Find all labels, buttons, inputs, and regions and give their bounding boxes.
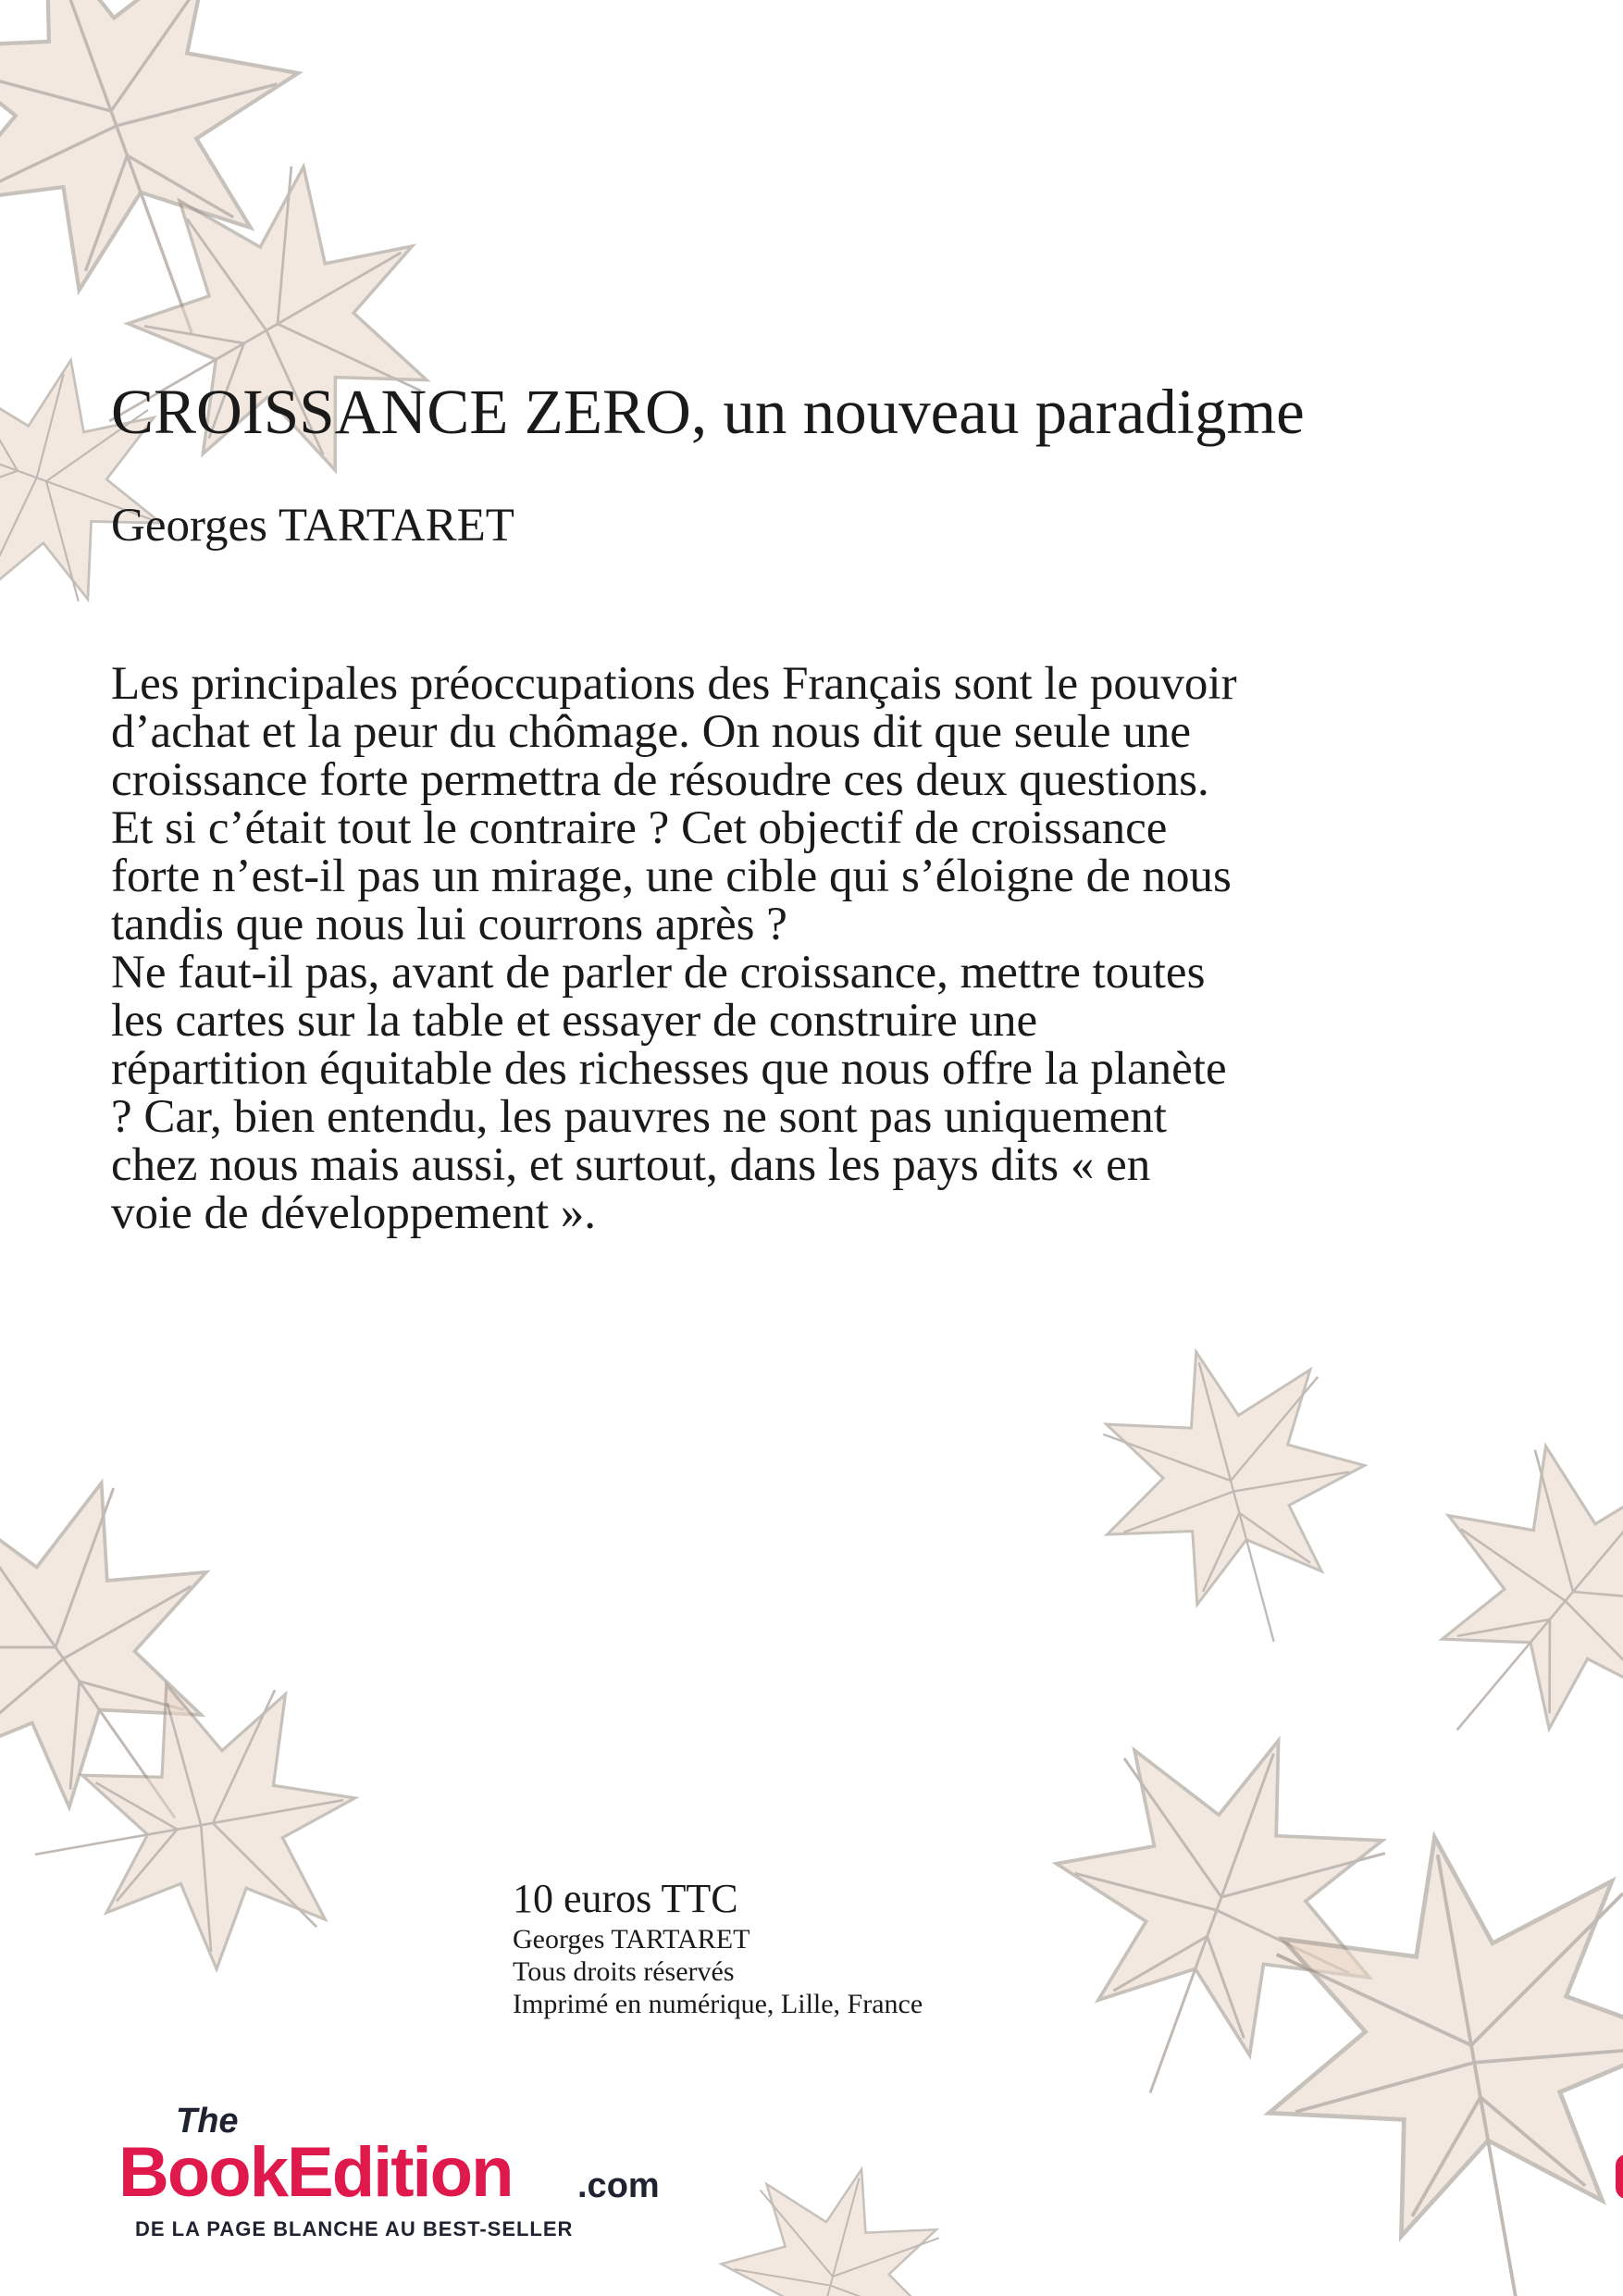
logo-tagline: DE LA PAGE BLANCHE AU BEST-SELLER <box>135 2217 574 2240</box>
blurb-paragraph: Les principales préoccupations des Français sont le pouvoir d’achat et la peur du chômage. On nous dit que seule une croissance forte permettra de résoudre ces deux questions. Et si c’était tout le contraire ? Cet objectif de croissance forte n’est-il pas un mirage, une cible qui s’éloigne de nous tandis que nous lui courrons après ? <box>111 658 1237 950</box>
maple-leaf-icon <box>0 315 203 639</box>
maple-leaf-icon <box>1346 1388 1623 1822</box>
corner-mark <box>1616 2154 1623 2199</box>
logo-brand: BookEdition <box>118 2133 513 2212</box>
printing-info: Imprimé en numérique, Lille, France <box>513 1989 923 2019</box>
maple-leaf-icon <box>1068 1318 1403 1676</box>
price: 10 euros TTC <box>513 1876 738 1921</box>
logo-dotcom: .com <box>577 2166 660 2205</box>
blurb-paragraph: Ne faut-il pas, avant de parler de croissance, mettre toutes les cartes sur la table et essayer de construire une répartition équitable des richesses que nous offre la planète ? Car, bien entendu, les pauvres ne sont pas uniquement chez nous mais aussi, et surtout, dans les pays dits « en voie de développement ». <box>111 947 1227 1239</box>
maple-leaf-icon <box>689 2141 969 2296</box>
logo-the: The <box>176 2102 239 2141</box>
author-name: Georges TARTARET <box>111 500 514 552</box>
book-title: CROISSANCE ZERO, un nouveau paradigme <box>111 377 1305 447</box>
back-cover-blurb <box>111 660 1240 1237</box>
imprint-block <box>513 1875 923 2020</box>
rights-notice: Tous droits réservés <box>513 1956 735 1987</box>
imprint-author: Georges TARTARET <box>513 1924 750 1955</box>
